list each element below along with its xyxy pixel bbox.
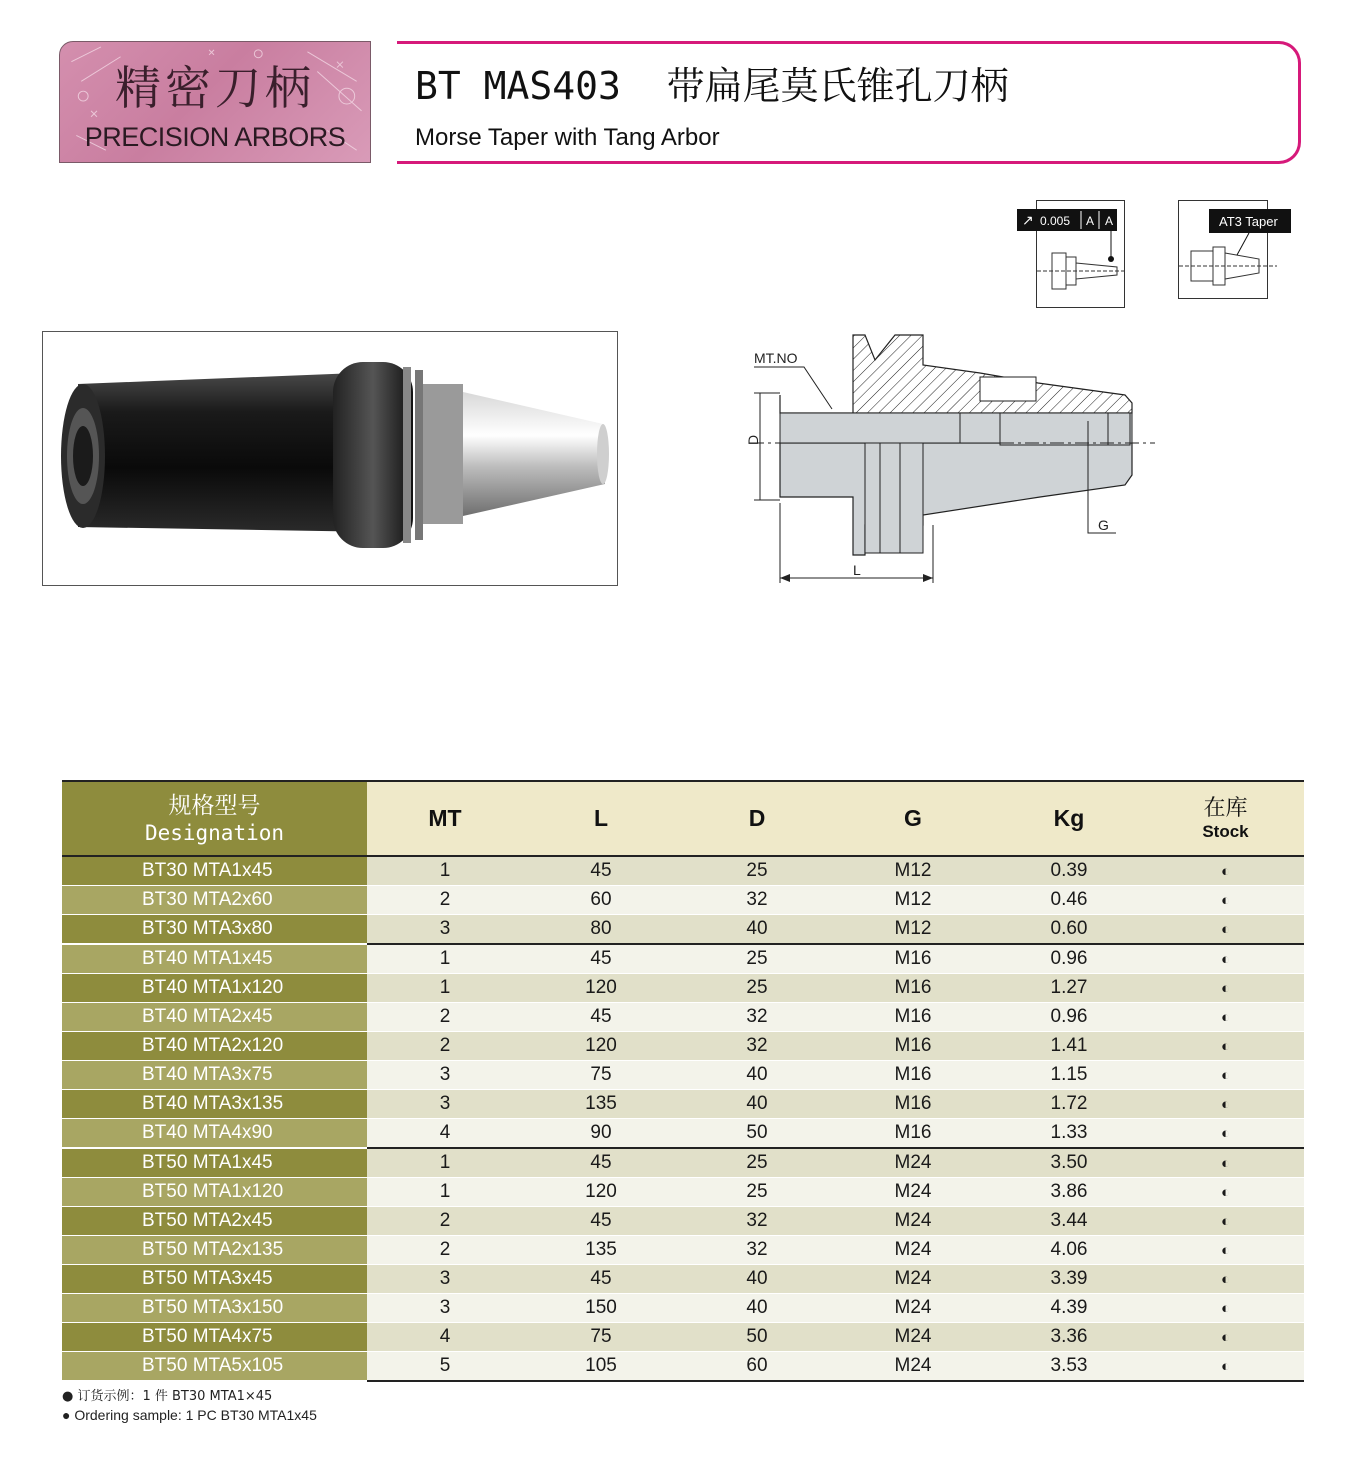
cell-stock-icon: ◐ [1147,1032,1304,1061]
cell-g: M24 [835,1178,991,1207]
cell-designation: BT40 MTA2x120 [62,1032,367,1061]
product-photo [42,331,618,586]
cell-kg: 3.86 [991,1178,1147,1207]
cell-d: 25 [679,974,835,1003]
header-d: D [679,781,835,856]
cell-d: 32 [679,886,835,915]
table-row [62,915,1304,945]
table-row [62,1148,1304,1178]
drawing-label-g: G [1098,517,1109,533]
cell-mt: 3 [367,1090,523,1119]
cell-stock-icon: ◐ [1147,1265,1304,1294]
cell-designation: BT40 MTA3x75 [62,1061,367,1090]
table-row [62,1061,1304,1090]
cell-designation: BT50 MTA3x150 [62,1294,367,1323]
table-body [62,856,1304,1381]
header-g: G [835,781,991,856]
cell-g: M24 [835,1294,991,1323]
cell-designation: BT40 MTA1x120 [62,974,367,1003]
runout-tolerance-icon [1022,200,1125,308]
cell-stock-icon: ◐ [1147,1119,1304,1149]
cell-g: M16 [835,1032,991,1061]
table-row [62,1003,1304,1032]
cell-stock-icon: ◐ [1147,1236,1304,1265]
runout-datum: A [1086,214,1095,228]
cell-d: 40 [679,1294,835,1323]
cell-l: 45 [523,1003,679,1032]
cell-stock-icon: ◐ [1147,974,1304,1003]
table-row [62,1032,1304,1061]
runout-value: 0.005 [1040,214,1071,228]
cell-d: 25 [679,944,835,974]
cell-l: 45 [523,1148,679,1178]
cell-g: M16 [835,1061,991,1090]
cell-stock-icon: ◐ [1147,1352,1304,1382]
cell-stock-icon: ◐ [1147,915,1304,945]
cell-stock-icon: ◐ [1147,1061,1304,1090]
cell-mt: 2 [367,1236,523,1265]
table-row [62,856,1304,886]
cell-d: 32 [679,1003,835,1032]
drawing-label-d: D [745,434,761,445]
cell-l: 45 [523,944,679,974]
ordering-notes [62,1387,317,1425]
cell-g: M12 [835,886,991,915]
table-row [62,1119,1304,1149]
table-row [62,1323,1304,1352]
drawing-label-mt: MT.NO [754,350,798,366]
header-kg: Kg [991,781,1147,856]
cell-g: M24 [835,1148,991,1178]
header-stock [1147,781,1304,856]
cell-stock-icon: ◐ [1147,856,1304,886]
cell-stock-icon: ◐ [1147,1003,1304,1032]
cell-g: M16 [835,944,991,974]
header-mt: MT [367,781,523,856]
cell-designation: BT50 MTA5x105 [62,1352,367,1382]
cell-mt: 4 [367,1323,523,1352]
cell-stock-icon: ◐ [1147,944,1304,974]
cell-l: 75 [523,1323,679,1352]
cell-kg: 0.39 [991,856,1147,886]
cell-mt: 1 [367,856,523,886]
cell-l: 90 [523,1119,679,1149]
table-row [62,1090,1304,1119]
cell-stock-icon: ◐ [1147,1294,1304,1323]
cell-l: 60 [523,886,679,915]
cell-mt: 3 [367,1061,523,1090]
cell-mt: 5 [367,1352,523,1382]
page-title: BT MAS403 带扁尾莫氏锥孔刀柄 [415,64,1009,108]
cell-designation: BT50 MTA1x120 [62,1178,367,1207]
cell-kg: 4.06 [991,1236,1147,1265]
cell-kg: 0.46 [991,886,1147,915]
cell-kg: 3.50 [991,1148,1147,1178]
cell-designation: BT40 MTA3x135 [62,1090,367,1119]
cell-kg: 1.41 [991,1032,1147,1061]
cell-d: 50 [679,1119,835,1149]
cell-d: 50 [679,1323,835,1352]
cell-g: M24 [835,1265,991,1294]
cell-mt: 1 [367,1148,523,1178]
cell-g: M12 [835,856,991,886]
table-header-row [62,781,1304,856]
cell-kg: 1.33 [991,1119,1147,1149]
header-designation-cn: 规格型号 [168,792,261,819]
specification-table [62,780,1304,1382]
cell-stock-icon: ◐ [1147,886,1304,915]
cell-designation: BT40 MTA4x90 [62,1119,367,1149]
cell-l: 135 [523,1090,679,1119]
cell-mt: 2 [367,886,523,915]
cell-g: M16 [835,1003,991,1032]
cell-g: M12 [835,915,991,945]
table-row [62,1207,1304,1236]
cell-l: 105 [523,1352,679,1382]
cell-l: 135 [523,1236,679,1265]
taper-icon [1178,200,1278,299]
cell-kg: 0.96 [991,944,1147,974]
cell-d: 40 [679,1265,835,1294]
cell-mt: 2 [367,1032,523,1061]
drawing-label-l: L [853,562,861,578]
runout-datum-ref: A [1105,214,1114,228]
cell-designation: BT40 MTA2x45 [62,1003,367,1032]
cell-g: M16 [835,1119,991,1149]
table-row [62,1352,1304,1382]
cell-d: 40 [679,1090,835,1119]
cell-designation: BT30 MTA1x45 [62,856,367,886]
cell-stock-icon: ◐ [1147,1323,1304,1352]
ordering-note-en: ● Ordering sample: 1 PC BT30 MTA1x45 [62,1407,317,1423]
cell-g: M24 [835,1207,991,1236]
cell-l: 75 [523,1061,679,1090]
technical-drawing [740,325,1160,590]
table-row [62,974,1304,1003]
cell-l: 45 [523,856,679,886]
table-row [62,1178,1304,1207]
taper-label: AT3 Taper [1219,214,1278,229]
cell-l: 150 [523,1294,679,1323]
cell-stock-icon: ◐ [1147,1090,1304,1119]
table-row [62,886,1304,915]
cell-mt: 2 [367,1207,523,1236]
cell-kg: 3.39 [991,1265,1147,1294]
cell-kg: 1.72 [991,1090,1147,1119]
page-subtitle: Morse Taper with Tang Arbor [415,124,720,151]
cell-g: M16 [835,1090,991,1119]
cell-mt: 3 [367,915,523,945]
cell-mt: 2 [367,1003,523,1032]
cell-stock-icon: ◐ [1147,1207,1304,1236]
cell-d: 25 [679,856,835,886]
cell-d: 60 [679,1352,835,1382]
cell-l: 45 [523,1265,679,1294]
cell-g: M24 [835,1236,991,1265]
table-row [62,1265,1304,1294]
header-l: L [523,781,679,856]
cell-kg: 3.44 [991,1207,1147,1236]
header-stock-en: Stock [1202,821,1249,841]
cell-l: 45 [523,1207,679,1236]
brand-name-cn: 精密刀柄 [115,61,315,115]
table-row [62,944,1304,974]
cell-l: 80 [523,915,679,945]
brand-name-en: PRECISION ARBORS [84,122,346,152]
cell-kg: 3.36 [991,1323,1147,1352]
cell-designation: BT50 MTA3x45 [62,1265,367,1294]
cell-designation: BT50 MTA4x75 [62,1323,367,1352]
header-designation [62,781,367,856]
header-stock-cn: 在库 [1203,795,1248,821]
cell-d: 32 [679,1207,835,1236]
cell-designation: BT50 MTA1x45 [62,1148,367,1178]
cell-l: 120 [523,974,679,1003]
cell-g: M24 [835,1323,991,1352]
table-row [62,1294,1304,1323]
cell-mt: 3 [367,1265,523,1294]
cell-designation: BT40 MTA1x45 [62,944,367,974]
brand-logo [59,41,371,163]
cell-stock-icon: ◐ [1147,1178,1304,1207]
cell-d: 25 [679,1178,835,1207]
cell-designation: BT30 MTA3x80 [62,915,367,945]
header-designation-en: Designation [144,820,285,845]
cell-d: 40 [679,1061,835,1090]
svg-text:↗: ↗ [1022,212,1034,228]
cell-g: M24 [835,1352,991,1382]
cell-kg: 0.60 [991,915,1147,945]
cell-mt: 3 [367,1294,523,1323]
cell-mt: 1 [367,944,523,974]
table-row [62,1236,1304,1265]
cell-g: M16 [835,974,991,1003]
cell-kg: 3.53 [991,1352,1147,1382]
ordering-note-cn: ● 订货示例：1 件 BT30 MTA1×45 [62,1389,273,1404]
cell-kg: 0.96 [991,1003,1147,1032]
cell-mt: 1 [367,974,523,1003]
cell-kg: 4.39 [991,1294,1147,1323]
cell-mt: 4 [367,1119,523,1149]
cell-designation: BT50 MTA2x45 [62,1207,367,1236]
cell-l: 120 [523,1032,679,1061]
cell-kg: 1.27 [991,974,1147,1003]
cell-stock-icon: ◐ [1147,1148,1304,1178]
cell-d: 32 [679,1236,835,1265]
cell-kg: 1.15 [991,1061,1147,1090]
cell-l: 120 [523,1178,679,1207]
cell-designation: BT50 MTA2x135 [62,1236,367,1265]
cell-designation: BT30 MTA2x60 [62,886,367,915]
cell-d: 25 [679,1148,835,1178]
cell-mt: 1 [367,1178,523,1207]
cell-d: 40 [679,915,835,945]
cell-d: 32 [679,1032,835,1061]
